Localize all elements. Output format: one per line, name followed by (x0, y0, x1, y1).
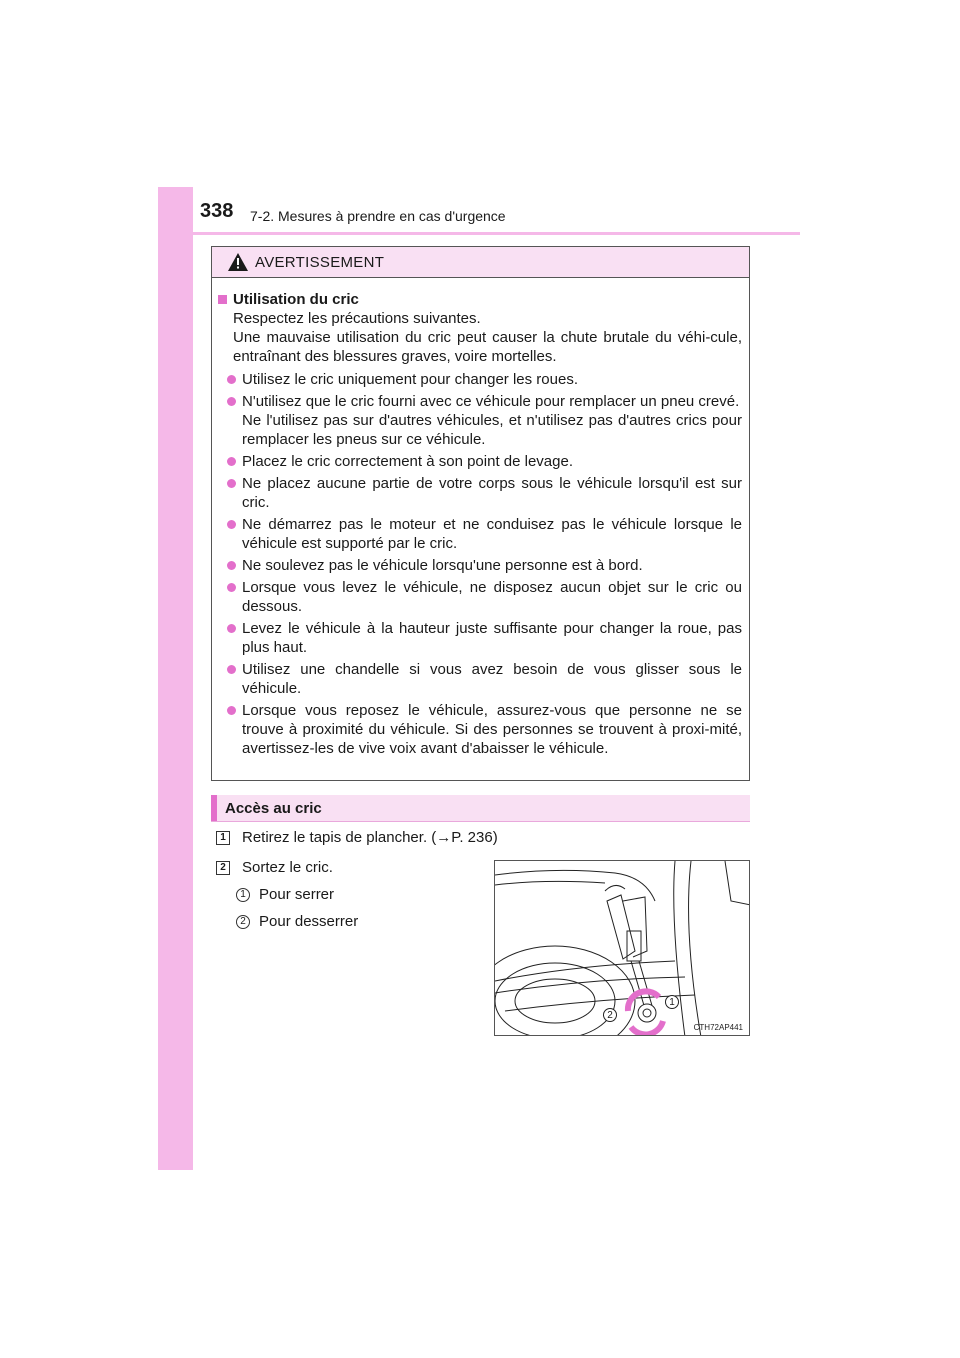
dot-bullet-icon (227, 665, 236, 674)
figure-code: CTH72AP441 (693, 1023, 743, 1032)
figure-label-2: 2 (603, 1008, 617, 1022)
header-accent (211, 795, 217, 821)
page-number: 338 (200, 200, 234, 222)
warning-bullet: Levez le véhicule à la hauteur juste suffisante pour changer la roue, pas plus haut. (218, 619, 742, 657)
warning-bullet: Placez le cric correctement à son point de levage. (218, 452, 742, 471)
warning-subhead-text: Utilisation du cric (233, 291, 359, 308)
warning-bullet: Ne soulevez pas le véhicule lorsqu'une personne est à bord. (218, 556, 742, 575)
warning-bullet: Utilisez une chandelle si vous avez besoin de vous glisser sous le véhicule. (218, 660, 742, 698)
dot-bullet-icon (227, 520, 236, 529)
header-divider (158, 232, 800, 235)
figure-label-1: 1 (665, 995, 679, 1009)
warning-triangle-icon (228, 253, 248, 271)
dot-bullet-icon (227, 479, 236, 488)
side-color-strip (158, 187, 193, 1170)
step-2 (216, 859, 333, 876)
dot-bullet-icon (227, 624, 236, 633)
sub-item-text: Pour serrer (259, 886, 335, 903)
dot-bullet-icon (227, 583, 236, 592)
step-number: 1 (216, 831, 230, 845)
warning-subhead (218, 290, 742, 309)
dot-bullet-icon (227, 457, 236, 466)
step-number: 2 (216, 861, 230, 875)
warning-header (212, 247, 749, 278)
warning-body (212, 278, 749, 758)
access-section-header (211, 795, 750, 822)
dot-bullet-icon (227, 375, 236, 384)
dot-bullet-icon (227, 706, 236, 715)
step-1 (216, 829, 498, 846)
warning-bullet-text: N'utilisez que le cric fourni avec ce véhicule pour remplacer un pneu crevé. (242, 393, 740, 410)
access-title: Accès au cric (225, 800, 322, 817)
step-text: Retirez le tapis de plancher. (→P. 236) (242, 829, 498, 846)
warning-intro-line: Une mauvaise utilisation du cric peut causer la chute brutale du véhi-cule, entraînant des blessures graves, voire mortelles. (233, 329, 742, 365)
warning-box (211, 246, 750, 781)
sub-item-number: 1 (236, 888, 250, 902)
dot-bullet-icon (227, 561, 236, 570)
section-title: 7-2. Mesures à prendre en cas d'urgence (250, 208, 506, 224)
jack-drawing (495, 861, 750, 1036)
warning-bullet: Ne placez aucune partie de votre corps sous le véhicule lorsqu'il est sur cric. (218, 474, 742, 512)
square-bullet-icon (218, 295, 227, 304)
warning-bullet: Utilisez le cric uniquement pour changer les roues. (218, 370, 742, 389)
warning-intro-line: Respectez les précautions suivantes. (233, 310, 481, 327)
warning-bullet: Lorsque vous reposez le véhicule, assurez-vous que personne ne se trouve à proximité du véhicule. Si des personnes se trouvent à proxi-mité, avertissez-les de vive voix avant d'abaisser le véhicule. (218, 701, 742, 758)
warning-title: AVERTISSEMENT (255, 254, 385, 271)
sub-item-loosen (236, 913, 358, 930)
sub-item-text: Pour desserrer (259, 913, 359, 930)
sub-item-number: 2 (236, 915, 250, 929)
step-text: Sortez le cric. (242, 859, 333, 876)
warning-bullet: Ne démarrez pas le moteur et ne conduisez pas le véhicule lorsque le véhicule est supporté par le cric. (218, 515, 742, 553)
sub-item-tighten (236, 886, 334, 903)
warning-bullet-text: Ne l'utilisez pas sur d'autres véhicules, et n'utilisez pas d'autres crics pour remplacer les pneus sur ce véhicule. (242, 412, 742, 448)
warning-bullet (218, 392, 742, 449)
warning-bullet: Lorsque vous levez le véhicule, ne disposez aucun objet sur le cric ou dessous. (218, 578, 742, 616)
dot-bullet-icon (227, 397, 236, 406)
jack-illustration (494, 860, 750, 1036)
